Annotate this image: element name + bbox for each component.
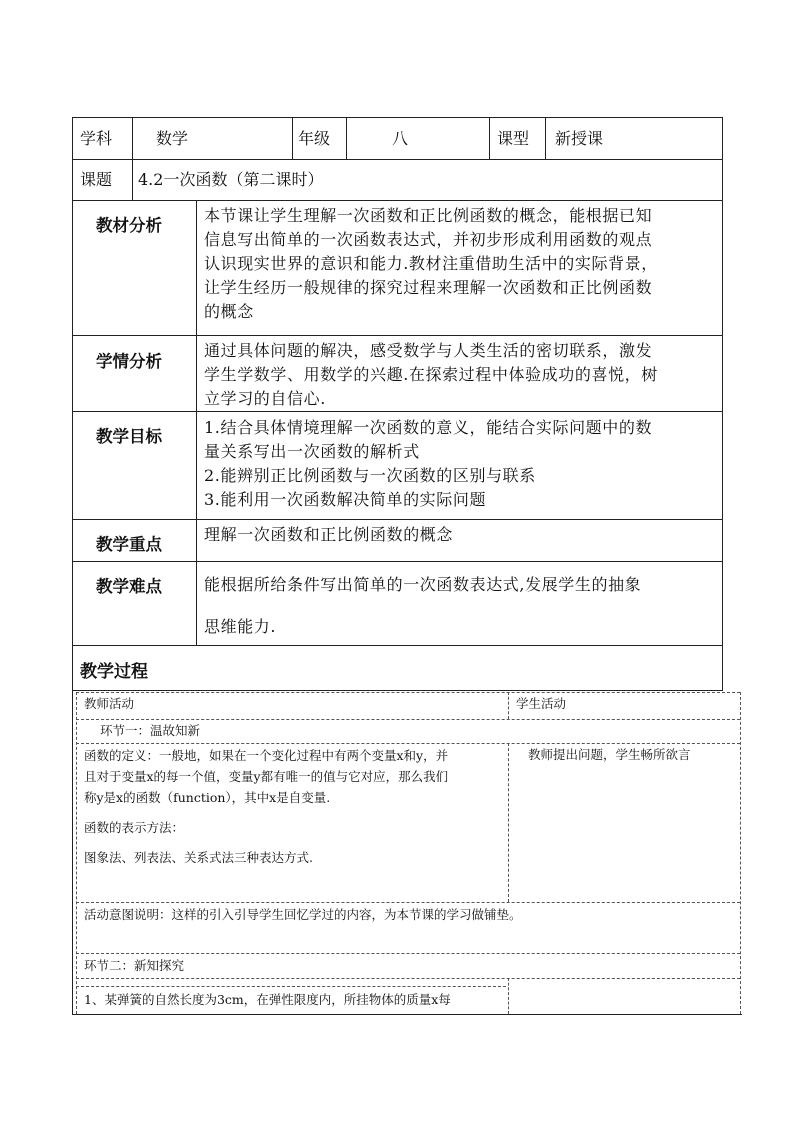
- rule: [72, 690, 723, 691]
- text-line: 1.结合具体情境理解一次函数的意义，能结合实际问题中的数: [204, 418, 653, 437]
- section-label-key-points: 教学重点: [96, 535, 162, 554]
- key-points-text: 理解一次函数和正比例函数的概念: [204, 525, 454, 544]
- rule: [489, 117, 490, 159]
- topic-label: 课题: [80, 170, 113, 189]
- step2-title: 环节二：新知探究: [84, 958, 185, 973]
- text-line: 量关系写出一次函数的解析式: [204, 442, 420, 461]
- students-text: [204, 339, 720, 411]
- student-col-header: 学生活动: [516, 696, 567, 711]
- rule: [72, 117, 73, 1015]
- lesson-type-value: 新授课: [555, 129, 604, 148]
- rule: [740, 692, 741, 1014]
- rule: [72, 519, 723, 520]
- rule: [72, 159, 723, 160]
- rule: [72, 1014, 742, 1015]
- rule: [72, 335, 723, 336]
- rule: [508, 743, 509, 902]
- rule: [76, 978, 740, 979]
- rule: [72, 411, 723, 412]
- text-line: 认识现实世界的意识和能力.教材注重借助生活中的实际背景，: [204, 254, 658, 273]
- rule: [545, 117, 546, 159]
- difficulties-line1: 能根据所给条件写出简单的一次函数表达式,发展学生的抽象: [204, 575, 642, 594]
- text-line: 本节课让学生理解一次函数和正比例函数的概念，能根据已知: [204, 206, 653, 225]
- text-line: 学生学数学、用数学的兴趣.在探索过程中体验成功的喜悦，树: [204, 365, 658, 384]
- text-line: 函数的定义：一般地，如果在一个变化过程中有两个变量x和y，并: [84, 748, 449, 763]
- process-title: 教学过程: [80, 662, 148, 682]
- text-line: 信息写出简单的一次函数表达式，并初步形成利用函数的观点: [204, 230, 653, 249]
- text-line: 的概念: [204, 302, 254, 321]
- material-text: [204, 204, 720, 324]
- rule: [76, 692, 77, 1014]
- section-label-students: 学情分析: [96, 352, 162, 371]
- rule: [196, 200, 197, 645]
- difficulties-line2: 思维能力.: [204, 617, 277, 636]
- rule: [508, 978, 509, 1014]
- rule: [508, 692, 509, 719]
- student-activity-step1: 教师提出问题，学生畅所欲言: [528, 747, 691, 762]
- rule: [76, 902, 740, 903]
- rule: [76, 692, 740, 693]
- text-line: 且对于变量x的每一个值，变量y都有唯一的值与它对应，那么我们: [84, 769, 449, 784]
- rule: [292, 117, 293, 159]
- text-line: 称y是x的函数（function），其中x是自变量.: [84, 790, 331, 805]
- section-label-goals: 教学目标: [96, 427, 162, 446]
- text-line: 让学生经历一般规律的探究过程来理解一次函数和正比例函数: [204, 278, 653, 297]
- rule: [132, 117, 133, 200]
- rule: [76, 986, 506, 987]
- topic-value: 4.2一次函数（第二课时）: [138, 170, 324, 189]
- methods-title: 函数的表示方法：: [84, 820, 185, 835]
- text-line: 3.能利用一次函数解决简单的实际问题: [204, 490, 487, 509]
- text-line: 2.能辨别正比例函数与一次函数的区别与联系: [204, 466, 536, 485]
- grade-label: 年级: [298, 129, 331, 148]
- grade-value: 八: [392, 129, 409, 148]
- rule: [722, 117, 723, 691]
- goals-text: [204, 416, 720, 512]
- rule: [72, 645, 723, 646]
- subject-label: 学科: [80, 129, 113, 148]
- text-line: 立学习的自信心.: [204, 389, 326, 408]
- methods-text: 图象法、列表法、关系式法三种表达方式.: [84, 850, 313, 865]
- teacher-col-header: 教师活动: [84, 696, 135, 711]
- rule: [72, 117, 723, 118]
- section-label-difficulties: 教学难点: [96, 577, 162, 596]
- lesson-type-label: 课型: [497, 129, 530, 148]
- rule: [72, 561, 723, 562]
- rule: [76, 953, 740, 954]
- rule: [76, 719, 740, 720]
- rule: [76, 743, 740, 744]
- function-definition: [84, 745, 504, 808]
- step1-title: 环节一：温故知新: [100, 723, 201, 738]
- rule: [346, 117, 347, 159]
- activity-intent: 活动意图说明：这样的引入引导学生回忆学过的内容，为本节课的学习做铺垫。: [84, 907, 522, 922]
- text-line: 通过具体问题的解决，感受数学与人类生活的密切联系，激发: [204, 341, 653, 360]
- rule: [72, 200, 723, 201]
- subject-value: 数学: [156, 129, 189, 148]
- step2-problem: 1、某弹簧的自然长度为3cm，在弹性限度内，所挂物体的质量x每: [84, 992, 451, 1007]
- section-label-material: 教材分析: [96, 216, 162, 235]
